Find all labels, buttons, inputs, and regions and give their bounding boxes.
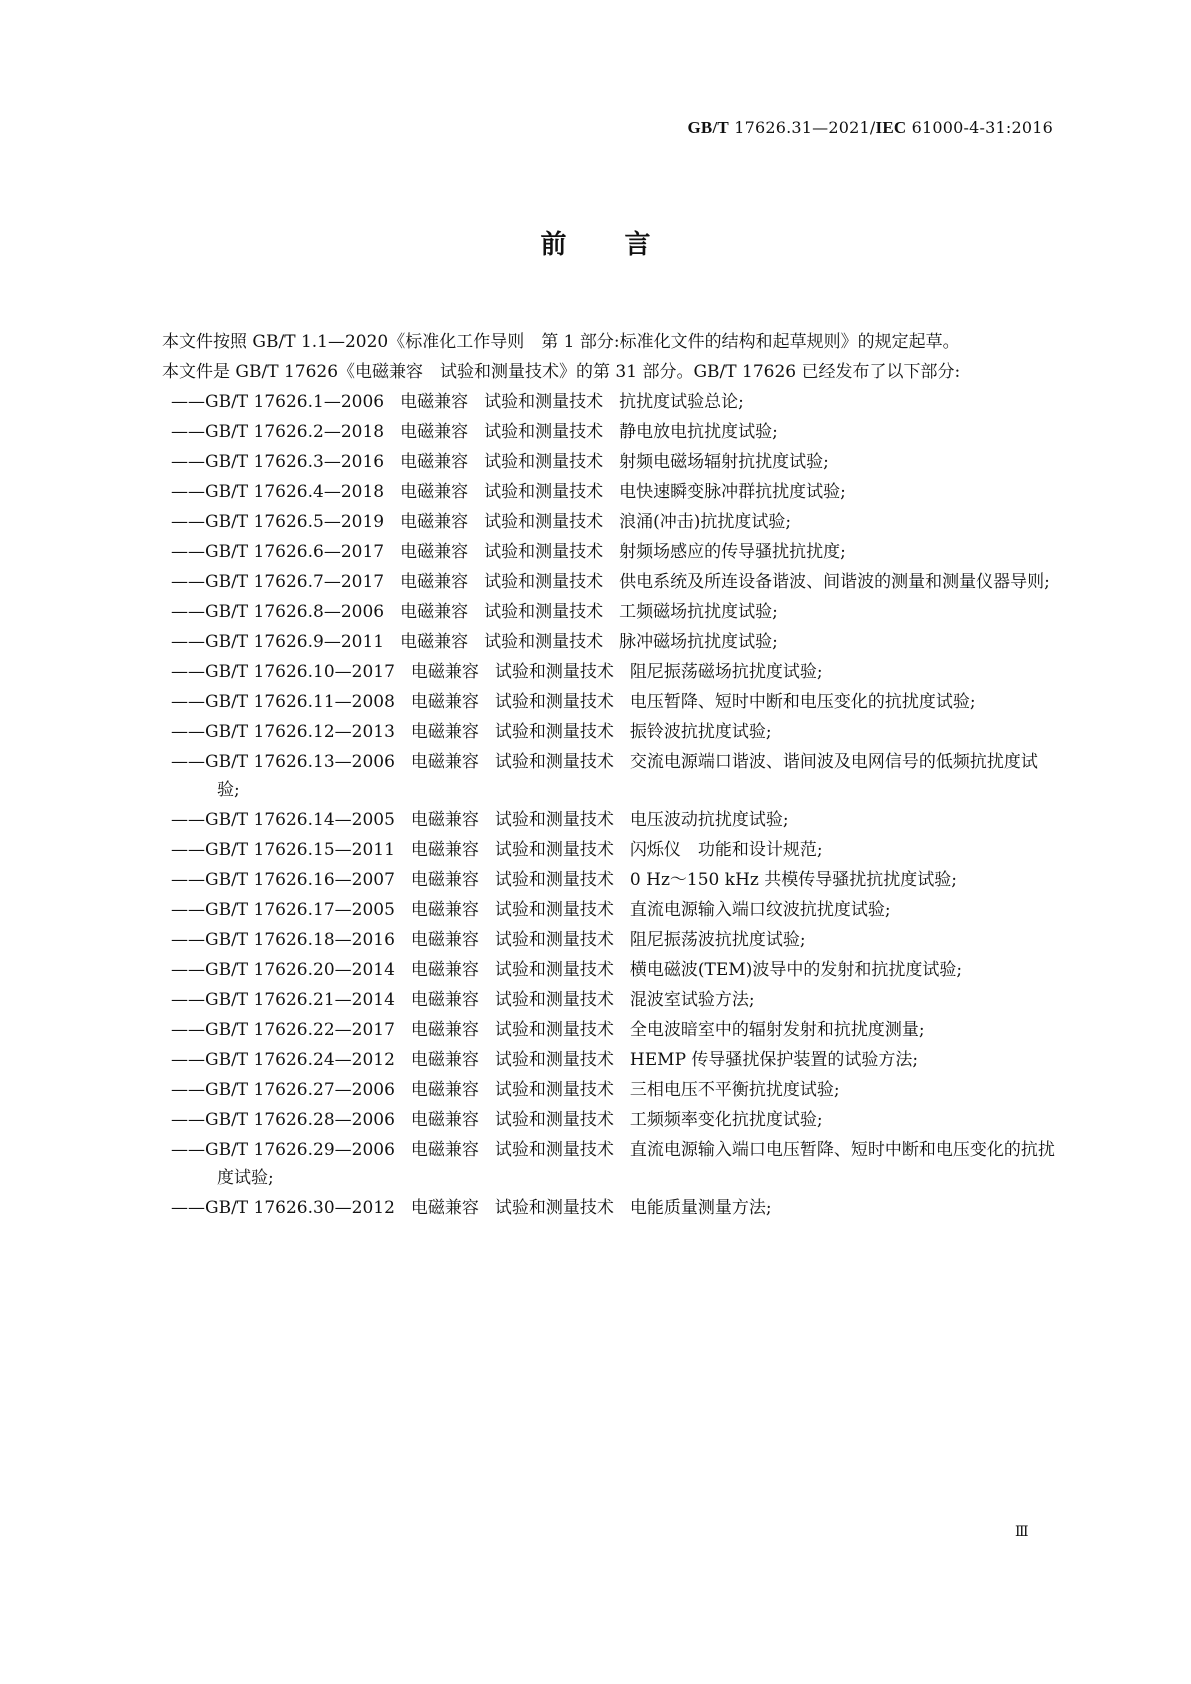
category-label: 电磁兼容: [410, 1020, 479, 1040]
standard-code: GB/T 17626.4—2018: [205, 482, 385, 502]
standard-code: GB/T 17626.29—2006: [205, 1140, 395, 1160]
standard-code: GB/T 17626.11—2008: [205, 692, 395, 712]
list-item: [128, 748, 1058, 804]
dash-marker: ——: [171, 512, 205, 532]
category-label: 电磁兼容: [400, 512, 469, 532]
dash-marker: ——: [171, 662, 205, 682]
subcategory-label: 试验和测量技术: [494, 990, 614, 1010]
list-item: [128, 508, 1058, 536]
part-title: 抗扰度试验总论;: [619, 392, 744, 412]
iec-prefix: IEC: [875, 118, 907, 137]
dash-marker: ——: [171, 692, 205, 712]
list-item: [128, 896, 1058, 924]
list-item: [128, 926, 1058, 954]
standard-code: GB/T 17626.22—2017: [205, 1020, 395, 1040]
part-title: 直流电源输入端口纹波抗扰度试验;: [629, 900, 891, 920]
part-title: 闪烁仪 功能和设计规范;: [629, 840, 823, 860]
part-title: 横电磁波(TEM)波导中的发射和抗扰度试验;: [629, 960, 963, 980]
list-item: [128, 448, 1058, 476]
dash-marker: ——: [171, 1080, 205, 1100]
dash-marker: ——: [171, 452, 205, 472]
title-char-2: 言: [624, 230, 651, 260]
subcategory-label: 试验和测量技术: [494, 870, 614, 890]
subcategory-label: 试验和测量技术: [494, 1050, 614, 1070]
standard-code: GB/T 17626.6—2017: [205, 542, 385, 562]
subcategory-label: 试验和测量技术: [494, 960, 614, 980]
subcategory-label: 试验和测量技术: [484, 392, 604, 412]
list-item: [128, 658, 1058, 686]
standard-code: GB/T 17626.18—2016: [205, 930, 395, 950]
list-item: [128, 866, 1058, 894]
subcategory-label: 试验和测量技术: [484, 542, 604, 562]
dash-marker: ——: [171, 542, 205, 562]
list-item: [128, 836, 1058, 864]
dash-marker: ——: [171, 632, 205, 652]
standard-code: GB/T 17626.17—2005: [205, 900, 395, 920]
part-title: 混波室试验方法;: [629, 990, 755, 1010]
dash-marker: ——: [171, 722, 205, 742]
dash-marker: ——: [171, 840, 205, 860]
subcategory-label: 试验和测量技术: [494, 810, 614, 830]
dash-marker: ——: [171, 1110, 205, 1130]
title-char-1: 前: [540, 230, 567, 260]
subcategory-label: 试验和测量技术: [494, 692, 614, 712]
part-title: 射频场感应的传导骚扰抗扰度;: [619, 542, 846, 562]
document-body: [128, 328, 1058, 1224]
category-label: 电磁兼容: [400, 422, 469, 442]
category-label: 电磁兼容: [410, 870, 479, 890]
category-label: 电磁兼容: [410, 900, 479, 920]
subcategory-label: 试验和测量技术: [484, 572, 604, 592]
category-label: 电磁兼容: [410, 1140, 479, 1160]
part-title: 浪涌(冲击)抗扰度试验;: [619, 512, 792, 532]
category-label: 电磁兼容: [400, 482, 469, 502]
std-prefix: GB/T: [687, 118, 729, 137]
category-label: 电磁兼容: [410, 930, 479, 950]
dash-marker: ——: [171, 422, 205, 442]
list-item: [128, 1076, 1058, 1104]
subcategory-label: 试验和测量技术: [494, 752, 614, 772]
dash-marker: ——: [171, 960, 205, 980]
part-title: 阻尼振荡波抗扰度试验;: [629, 930, 806, 950]
part-title: 直流电源输入端口电压暂降、短时中断和电压变化的抗扰度试验;: [217, 1140, 1055, 1188]
list-item: [128, 718, 1058, 746]
part-title: 脉冲磁场抗扰度试验;: [619, 632, 778, 652]
subcategory-label: 试验和测量技术: [484, 632, 604, 652]
category-label: 电磁兼容: [410, 1080, 479, 1100]
list-item: [128, 986, 1058, 1014]
category-label: 电磁兼容: [410, 990, 479, 1010]
dash-marker: ——: [171, 572, 205, 592]
document-header: [688, 118, 1054, 138]
standard-code: GB/T 17626.8—2006: [205, 602, 385, 622]
category-label: 电磁兼容: [410, 662, 479, 682]
category-label: 电磁兼容: [400, 572, 469, 592]
category-label: 电磁兼容: [400, 632, 469, 652]
dash-marker: ——: [171, 1140, 205, 1160]
category-label: 电磁兼容: [400, 452, 469, 472]
dash-marker: ——: [171, 1020, 205, 1040]
list-item: [128, 568, 1058, 596]
standard-code: GB/T 17626.7—2017: [205, 572, 385, 592]
category-label: 电磁兼容: [400, 542, 469, 562]
dash-marker: ——: [171, 392, 205, 412]
standard-code: GB/T 17626.12—2013: [205, 722, 395, 742]
list-item: [128, 1136, 1058, 1192]
part-title: 工频频率变化抗扰度试验;: [629, 1110, 823, 1130]
dash-marker: ——: [171, 1050, 205, 1070]
dash-marker: ——: [171, 900, 205, 920]
part-title: 电压暂降、短时中断和电压变化的抗扰度试验;: [629, 692, 976, 712]
std-number: 17626.31—2021/: [734, 118, 876, 137]
paragraph-series-intro: 本文件是 GB/T 17626《电磁兼容 试验和测量技术》的第 31 部分。GB/T 17626 已经发布了以下部分:: [162, 362, 961, 382]
standard-code: GB/T 17626.16—2007: [205, 870, 395, 890]
list-item: [128, 388, 1058, 416]
subcategory-label: 试验和测量技术: [494, 1140, 614, 1160]
standard-code: GB/T 17626.1—2006: [205, 392, 385, 412]
category-label: 电磁兼容: [410, 810, 479, 830]
subcategory-label: 试验和测量技术: [494, 662, 614, 682]
part-title: 射频电磁场辐射抗扰度试验;: [619, 452, 829, 472]
part-title: 供电系统及所连设备谐波、间谐波的测量和测量仪器导则;: [619, 572, 1050, 592]
category-label: 电磁兼容: [410, 840, 479, 860]
category-label: 电磁兼容: [410, 960, 479, 980]
category-label: 电磁兼容: [410, 1110, 479, 1130]
standard-code: GB/T 17626.2—2018: [205, 422, 385, 442]
subcategory-label: 试验和测量技术: [494, 1080, 614, 1100]
category-label: 电磁兼容: [410, 1050, 479, 1070]
list-item: [128, 1046, 1058, 1074]
dash-marker: ——: [171, 752, 205, 772]
subcategory-label: 试验和测量技术: [484, 482, 604, 502]
subcategory-label: 试验和测量技术: [484, 452, 604, 472]
part-title: 电能质量测量方法;: [629, 1198, 772, 1218]
part-title: 静电放电抗扰度试验;: [619, 422, 778, 442]
part-title: 电压波动抗扰度试验;: [629, 810, 789, 830]
part-title: 全电波暗室中的辐射发射和抗扰度测量;: [629, 1020, 925, 1040]
part-title: 电快速瞬变脉冲群抗扰度试验;: [619, 482, 846, 502]
standard-code: GB/T 17626.3—2016: [205, 452, 385, 472]
dash-marker: ——: [171, 930, 205, 950]
standard-code: GB/T 17626.13—2006: [205, 752, 395, 772]
standard-code: GB/T 17626.14—2005: [205, 810, 395, 830]
category-label: 电磁兼容: [400, 392, 469, 412]
category-label: 电磁兼容: [410, 692, 479, 712]
dash-marker: ——: [171, 602, 205, 622]
subcategory-label: 试验和测量技术: [494, 1020, 614, 1040]
category-label: 电磁兼容: [410, 722, 479, 742]
subcategory-label: 试验和测量技术: [484, 422, 604, 442]
standard-code: GB/T 17626.10—2017: [205, 662, 395, 682]
subcategory-label: 试验和测量技术: [484, 602, 604, 622]
list-item: [128, 806, 1058, 834]
subcategory-label: 试验和测量技术: [494, 1110, 614, 1130]
standard-code: GB/T 17626.5—2019: [205, 512, 385, 532]
subcategory-label: 试验和测量技术: [494, 900, 614, 920]
list-item: [128, 478, 1058, 506]
standard-code: GB/T 17626.15—2011: [205, 840, 395, 860]
standard-code: GB/T 17626.9—2011: [205, 632, 385, 652]
part-title: HEMP 传导骚扰保护装置的试验方法;: [629, 1050, 919, 1070]
standard-code: GB/T 17626.28—2006: [205, 1110, 395, 1130]
standard-code: GB/T 17626.20—2014: [205, 960, 395, 980]
subcategory-label: 试验和测量技术: [494, 1198, 614, 1218]
part-title: 工频磁场抗扰度试验;: [619, 602, 778, 622]
subcategory-label: 试验和测量技术: [484, 512, 604, 532]
part-title: 交流电源端口谐波、谐间波及电网信号的低频抗扰度试验;: [217, 752, 1038, 800]
part-title: 0 Hz～150 kHz 共模传导骚扰抗扰度试验;: [629, 870, 957, 890]
list-item: [128, 1106, 1058, 1134]
part-title: 三相电压不平衡抗扰度试验;: [629, 1080, 840, 1100]
dash-marker: ——: [171, 870, 205, 890]
dash-marker: ——: [171, 810, 205, 830]
list-item: [128, 418, 1058, 446]
category-label: 电磁兼容: [400, 602, 469, 622]
list-item: [128, 1016, 1058, 1044]
dash-marker: ——: [171, 990, 205, 1010]
list-item: [128, 538, 1058, 566]
standard-code: GB/T 17626.30—2012: [205, 1198, 395, 1218]
category-label: 电磁兼容: [410, 752, 479, 772]
published-parts-list: [128, 388, 1058, 1222]
iec-number: 61000-4-31:2016: [911, 118, 1053, 137]
dash-marker: ——: [171, 1198, 205, 1218]
list-item: [128, 1194, 1058, 1222]
standard-code: GB/T 17626.21—2014: [205, 990, 395, 1010]
category-label: 电磁兼容: [410, 1198, 479, 1218]
page-title: [0, 224, 1191, 261]
part-title: 振铃波抗扰度试验;: [629, 722, 772, 742]
list-item: [128, 598, 1058, 626]
list-item: [128, 688, 1058, 716]
page-number: Ⅲ: [1015, 1524, 1029, 1540]
subcategory-label: 试验和测量技术: [494, 840, 614, 860]
part-title: 阻尼振荡磁场抗扰度试验;: [629, 662, 823, 682]
subcategory-label: 试验和测量技术: [494, 930, 614, 950]
dash-marker: ——: [171, 482, 205, 502]
standard-code: GB/T 17626.27—2006: [205, 1080, 395, 1100]
subcategory-label: 试验和测量技术: [494, 722, 614, 742]
standard-code: GB/T 17626.24—2012: [205, 1050, 395, 1070]
paragraph-drafting-rules: 本文件按照 GB/T 1.1—2020《标准化工作导则 第 1 部分:标准化文件的结构和起草规则》的规定起草。: [162, 332, 960, 352]
list-item: [128, 956, 1058, 984]
list-item: [128, 628, 1058, 656]
